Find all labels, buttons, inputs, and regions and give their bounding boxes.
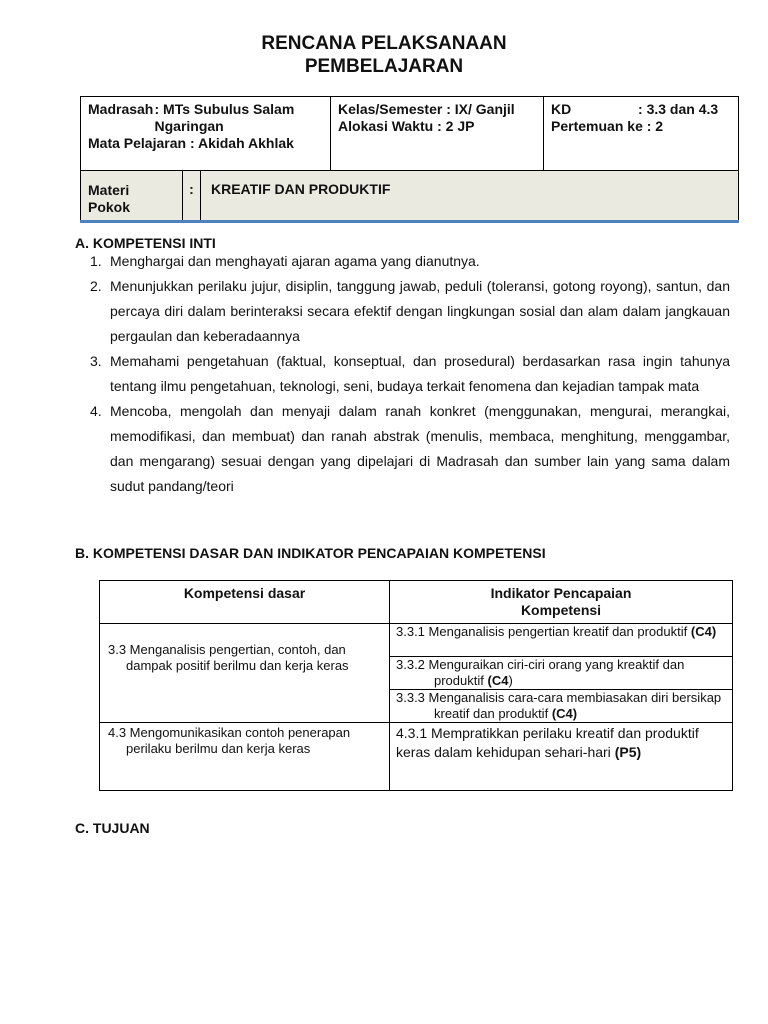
section-a-heading: A. KOMPETENSI INTI [75,235,216,251]
kelas-text: Kelas/Semester : IX/ Ganjil [338,101,515,117]
materi-label-cell [81,171,183,222]
title-line-1: RENCANA PELAKSANAAN [261,33,507,54]
indikator-3-3-2 [390,657,733,690]
header-info-table [80,96,739,223]
indikator-code: (C4 [487,673,509,688]
kd-4-3-text: 4.3 Mengomunikasikan contoh penerapan perilaku berilmu dan kerja keras [108,725,351,756]
indikator-3-3-3 [390,690,733,723]
kd-label: KD [551,101,572,117]
indikator-4-3-1 [390,723,733,791]
kompetensi-inti-list [90,249,730,499]
section-b-heading: B. KOMPETENSI DASAR DAN INDIKATOR PENCAPAIAN KOMPETENSI [75,545,546,561]
kd-cell [544,97,739,171]
column-header-indikator-line2: Kompetensi [520,602,602,618]
pertemuan-text: Pertemuan ke : 2 [551,118,664,134]
list-number: 2. [90,278,102,294]
list-item [90,274,730,349]
list-text: Mencoba, mengolah dan menyaji dalam ranah konkret (menggunakan, mengurai, merangkai, memodifikasi, dan membuat) dan ranah abstrak (menulis, membaca, menghitung, menggambar, dan mengarang) sesuai dengan yang dipelajari di Madrasah dan sumber lain yang sama dalam sudut pandang/teori [110,403,730,494]
materi-colon: : [183,171,201,222]
indikator-text: 3.3.1 Menganalisis pengertian kreatif dan produktif [396,624,688,639]
list-number: 4. [90,403,102,419]
indikator-text: 4.3.1 Mempratikkan perilaku kreatif dan produktif keras dalam kehidupan sehari-hari [396,725,699,760]
kd-3-3-cell [100,624,390,723]
list-number: 1. [90,253,102,269]
kompetensi-dasar-table [99,580,733,791]
list-text: Memahami pengetahuan (faktual, konseptual, dan prosedural) berdasarkan rasa ingin tahunya tentang ilmu pengetahuan, teknologi, seni, budaya terkait fenomena dan kejadian tampak mata [110,353,730,394]
list-text: Menghargai dan menghayati ajaran agama yang dianutnya. [110,253,480,269]
section-c-heading: C. TUJUAN [75,820,150,836]
alokasi-text: Alokasi Waktu : 2 JP [338,118,475,134]
list-text: Menunjukkan perilaku jujur, disiplin, tanggung jawab, peduli (toleransi, gotong royong), santun, dan percaya diri dalam berinteraksi secara efektif dengan lingkungan sosial dan alam dalam jangkauan pergaulan dan keberadaannya [110,278,730,344]
list-item [90,349,730,399]
indikator-code: (P5) [614,744,642,760]
indikator-text: 3.3.3 Menganalisis cara-cara membiasakan diri bersikap kreatif dan produktif [396,690,722,721]
kd-3-3-text: 3.3 Menganalisis pengertian, contoh, dan dampak positif berilmu dan kerja keras [108,642,349,673]
madrasah-value: : MTs Subulus Salam Ngaringan [154,101,295,134]
kelas-cell [331,97,544,171]
list-item [90,399,730,499]
indikator-code: (C4) [551,706,578,721]
column-header-indikator [390,581,733,624]
materi-label: Materi Pokok [88,182,131,215]
list-item [90,249,730,274]
document-title [0,32,768,78]
column-header-kd [100,581,390,624]
materi-value: KREATIF DAN PRODUKTIF [201,171,739,222]
kd-4-3-cell [100,723,390,791]
list-number: 3. [90,353,102,369]
madrasah-label: Madrasah [88,101,154,117]
mapel-text: Mata Pelajaran : Akidah Akhlak [88,135,294,151]
indikator-3-3-1 [390,624,733,657]
title-line-2: PEMBELAJARAN [304,56,464,77]
column-header-indikator-line1: Indikator Pencapaian [490,585,632,601]
indikator-text: 3.3.2 Menguraikan ciri-ciri orang yang kreaktif dan produktif [396,657,685,688]
indikator-code: (C4) [690,624,717,639]
kd-value: : 3.3 dan 4.3 [638,101,719,117]
madrasah-cell [81,97,331,171]
column-header-kd-text: Kompetensi dasar [183,585,306,601]
indikator-code-tail: ) [508,673,513,688]
